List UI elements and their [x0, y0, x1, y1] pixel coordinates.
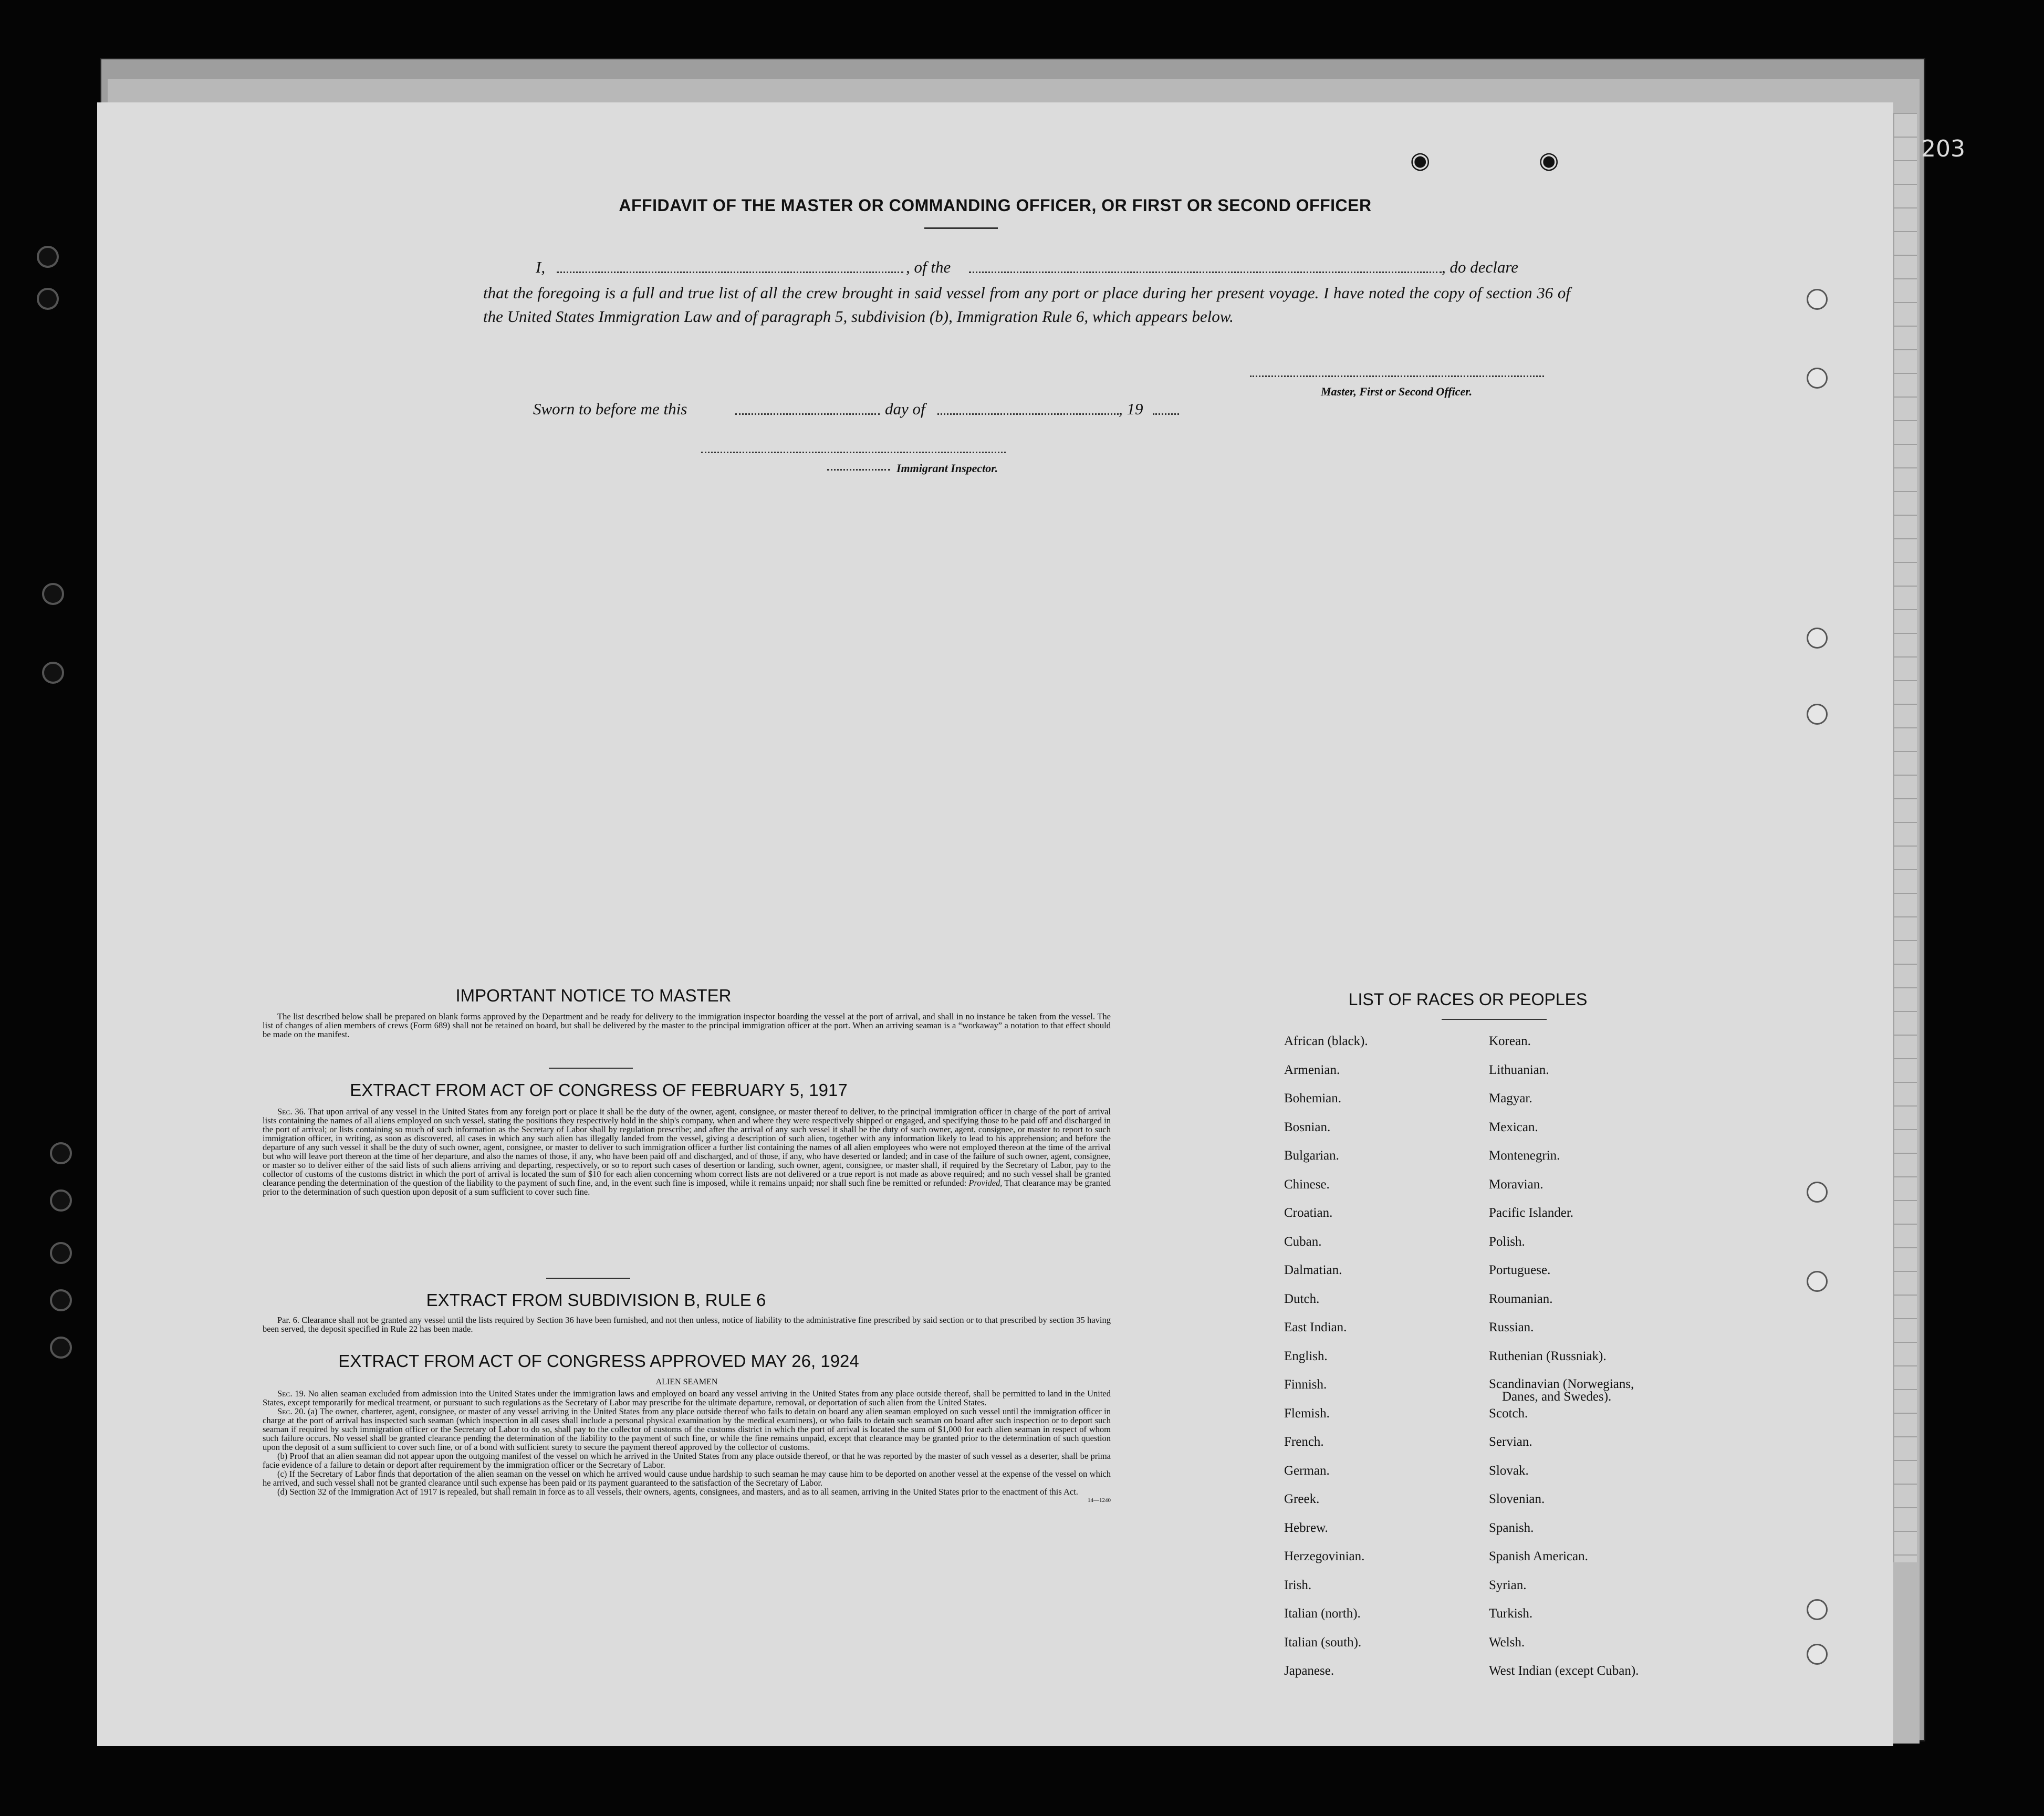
affidavit-line1-end: , do declare [1442, 258, 1519, 276]
race-item: Roumanian. [1489, 1291, 1553, 1306]
race-item: Scotch. [1489, 1406, 1528, 1421]
races-left-column [1284, 1035, 1484, 1693]
race-item: Welsh. [1489, 1635, 1525, 1650]
race-item: Slovak. [1489, 1463, 1529, 1478]
races-right-column [1489, 1035, 1751, 1693]
race-item-scandinavian [1489, 1378, 1751, 1407]
section-19-paragraph [263, 1389, 1111, 1407]
binder-hole [50, 1189, 72, 1212]
extract-1917-title: EXTRACT FROM ACT OF CONGRESS OF FEBRUARY 5, 1917 [350, 1080, 848, 1100]
affidavit-line1-mid: , of the [906, 258, 951, 276]
ring-hole [1807, 1644, 1828, 1665]
race-item: Turkish. [1489, 1606, 1533, 1621]
section-rule [546, 1278, 630, 1279]
extract-1917-paragraph [263, 1107, 1111, 1196]
race-item: Slovenian. [1489, 1492, 1545, 1506]
race-item: Irish. [1284, 1578, 1312, 1592]
race-item: Italian (north). [1284, 1606, 1361, 1621]
extract-1924-body [263, 1389, 1111, 1505]
inspector-caption: Immigrant Inspector. [896, 462, 998, 475]
section-20-label: Sec. 20. [277, 1406, 306, 1416]
race-item: Finnish. [1284, 1377, 1327, 1392]
race-item: Syrian. [1489, 1578, 1527, 1592]
race-item: Hebrew. [1284, 1520, 1328, 1535]
proviso-word: Provided, [968, 1178, 1003, 1188]
race-item: Dutch. [1284, 1291, 1320, 1306]
notice-body [263, 1012, 1111, 1039]
sworn-day-blank[interactable] [735, 413, 880, 415]
paragraph-b: (b) Proof that an alien seaman did not appear upon the outgoing manifest of the vessel on which he arrived in the United States from any place outside thereof, or that he was reported by the master of such vessel as a deserter, shall be prima facie evidence of a failure to detain or deport after requirement by the immigration officer or the Secretary of Labor. [263, 1451, 1111, 1470]
sworn-year-blank[interactable] [1153, 413, 1179, 415]
race-item: Chinese. [1284, 1177, 1330, 1192]
race-item: Montenegrin. [1489, 1149, 1560, 1163]
race-item: Spanish. [1489, 1520, 1534, 1535]
race-item: Moravian. [1489, 1177, 1544, 1192]
subdivision-b-body [263, 1316, 1111, 1333]
page-number: 203 [1921, 135, 1965, 162]
race-item: Greek. [1284, 1492, 1320, 1506]
section-label: Sec. 36. [277, 1107, 306, 1116]
form-number: 14—1240 [1088, 1497, 1111, 1504]
race-item: Magyar. [1489, 1091, 1532, 1105]
signature-blank[interactable] [1250, 375, 1544, 377]
sworn-year-label: , 19 [1119, 400, 1143, 418]
alien-seamen-subtitle [263, 1377, 1111, 1386]
race-item: Bohemian. [1284, 1091, 1342, 1105]
affidavit-body: that the foregoing is a full and true list of all the crew brought in said vessel from any port or place during her present voyage. I have noted the copy of section 36 of the United States Immigration Law and of paragraph 5, subdivision (b), Immigration Rule 6, which appears below. [483, 284, 1570, 326]
race-item: Pacific Islander. [1489, 1206, 1574, 1220]
binder-hole [50, 1337, 72, 1359]
punch-mark: ◉ [1410, 147, 1431, 174]
extract-1917-body [263, 1107, 1111, 1196]
race-item: Polish. [1489, 1234, 1525, 1249]
race-item: Servian. [1489, 1435, 1532, 1449]
section-20-paragraph [263, 1407, 1111, 1452]
section-20-text: (a) The owner, charterer, agent, consignee, or master of any vessel arriving in the United States from any place outside thereof who fails to detain on board any alien seaman employed on such vessel until the immigration officer in charge at the port of arrival has inspected such seaman (which inspection in all cases shall include a personal physical examination by the medical examiners), or who fails to detain such seaman on board after such inspection or to deport such seaman if required by such immigration officer or the Secretary of Labor to do so, shall pay to the collector of customs of the customs district in which the port of arrival is located the sum of $1,000 for each alien seaman in respect of whom such failure occurs. No vessel shall be granted clearance pending the determination of the liability to the payment of such fine, or while the fine remains unpaid, except that clearance may be granted prior to the determination of such question upon the deposit of a sum sufficient to cover such fine, or of a bond with sufficient surety to secure the payment thereof approved by the collector of customs. [263, 1406, 1111, 1452]
binder-hole [50, 1142, 72, 1164]
race-item: Mexican. [1489, 1120, 1538, 1134]
race-item: Korean. [1489, 1034, 1531, 1048]
form-page [97, 102, 1893, 1746]
section-rule [549, 1068, 633, 1069]
race-item: Ruthenian (Russniak). [1489, 1349, 1607, 1363]
ring-hole [1807, 1271, 1828, 1292]
race-item: Russian. [1489, 1320, 1534, 1334]
ring-hole [1807, 704, 1828, 725]
binder-hole [42, 662, 64, 684]
vessel-blank[interactable] [969, 272, 1442, 273]
punch-mark: ◉ [1539, 147, 1559, 174]
inspector-blank-short [827, 469, 890, 471]
race-item: Japanese. [1284, 1664, 1334, 1678]
subdivision-b-title: EXTRACT FROM SUBDIVISION B, RULE 6 [426, 1290, 766, 1310]
race-item: Dalmatian. [1284, 1263, 1342, 1277]
binder-hole [50, 1289, 72, 1311]
race-item: Spanish American. [1489, 1549, 1588, 1563]
sworn-month-blank[interactable] [937, 413, 1119, 415]
race-item: French. [1284, 1435, 1324, 1449]
race-item: English. [1284, 1349, 1328, 1363]
ring-hole [1807, 368, 1828, 389]
name-blank[interactable] [557, 272, 903, 273]
title-rule [924, 227, 998, 229]
paragraph-d-text: (d) Section 32 of the Immigration Act of 1917 is repealed, but shall remain in force as to all vessels, their owners, agents, consignees, and masters, and as to all seamen, arriving in the United States prior to the enactment of this Act. [277, 1487, 1078, 1497]
alien-seamen-heading: ALIEN SEAMEN [655, 1377, 718, 1386]
extract-1924-title: EXTRACT FROM ACT OF CONGRESS APPROVED MAY 26, 1924 [338, 1351, 859, 1371]
ring-hole [1807, 289, 1828, 310]
race-item: Cuban. [1284, 1234, 1322, 1249]
inspector-blank[interactable] [701, 452, 1006, 453]
affidavit-line1-prefix: I, [536, 258, 546, 276]
ring-hole [1807, 1182, 1828, 1203]
subdivision-b-paragraph: Par. 6. Clearance shall not be granted any vessel until the lists required by Section 36 have been furnished, and not then unless, notice of liability to the administrative fine prescribed by said section or to that prescribed by section 35 having been served, the deposit specified in Rule 22 has been made. [263, 1315, 1111, 1334]
race-item: Bulgarian. [1284, 1149, 1339, 1163]
binder-hole [50, 1242, 72, 1264]
signature-caption: Master, First or Second Officer. [1321, 385, 1473, 398]
race-item-line1: Scandinavian (Norwegians, [1489, 1377, 1634, 1391]
race-item-line2: Danes, and Swedes). [1502, 1390, 1612, 1404]
race-item: German. [1284, 1463, 1330, 1478]
race-item: Lithuanian. [1489, 1062, 1549, 1077]
proviso-text: That clearance may be granted prior to the determination of such question upon deposit of a sum sufficient to cover such fine. [263, 1178, 1111, 1197]
race-item: Flemish. [1284, 1406, 1330, 1421]
races-title: LIST OF RACES OR PEOPLES [1348, 990, 1588, 1009]
binder-hole [37, 288, 59, 310]
race-item: Armenian. [1284, 1062, 1340, 1077]
ring-hole [1807, 628, 1828, 649]
section-19-label: Sec. 19. [277, 1389, 306, 1398]
race-item: West Indian (except Cuban). [1489, 1664, 1639, 1678]
race-item: Bosnian. [1284, 1120, 1331, 1134]
race-item: Portuguese. [1489, 1263, 1551, 1277]
binder-hole [42, 583, 64, 605]
affidavit-title: AFFIDAVIT OF THE MASTER OR COMMANDING OFFICER, OR FIRST OR SECOND OFFICER [619, 196, 1372, 215]
race-item: East Indian. [1284, 1320, 1347, 1334]
paragraph-d [263, 1487, 1111, 1504]
sworn-day-label: day of [885, 400, 925, 418]
section-36-text: That upon arrival of any vessel in the United States from any foreign port or place it shall be the duty of the owner, agent, consignee, or master thereof to deliver, to the principal immigration officer in charge of the port of arrival lists containing the names of all aliens employed on such vessel, stating the positions they respectively hold in the ship's company, when and where they were respectively shipped or engaged, and specifying those to be paid off and discharged in the port of arrival; or lists containing so much of such information as the Secretary of Labor shall by regulation prescribe; and after the arrival of any such vessel it shall be the duty of such owner, agent, consignee, or master to report to such immigration officer, in writing, as soon as discovered, all cases in which any such alien has illegally landed from the vessel, giving a description of such alien, together with any information likely to lead to his apprehension; and before the departure of any such vessel it shall be the duty of such owner, agent, consignee, or master to deliver to such immigration officer a further list containing the names of all alien employees who were not employed thereon at the time of the arrival but who will leave port thereon at the time of her departure, and also the names of those, if any, who have been paid off and discharged, and of those, if any, who have deserted or landed; and in case of the failure of such owner, agent, consignee, or master so to deliver either of the said lists of such aliens arriving and departing, respectively, or so to report such cases of desertion or landing, such owner, agent, consignee, or master shall, if required by the Secretary of Labor, pay to the collector of customs of the customs district in which the port of arrival is located the sum of $10 for each alien concerning whom correct lists are not delivered or a true report is not made as above required; and no such vessel shall be granted clearance pending the determination of the question of the liability to the payment of such fine, and, in the event such fine is imposed, while it remains unpaid; nor shall such fine be remitted or refunded: [263, 1107, 1111, 1188]
sworn-prefix: Sworn to before me this [533, 400, 687, 418]
race-item: Italian (south). [1284, 1635, 1362, 1650]
race-item: Croatian. [1284, 1206, 1333, 1220]
paragraph-c: (c) If the Secretary of Labor finds that deportation of the alien seaman on the vessel on which he arrived would cause undue hardship to such seaman he may cause him to be deported on another vessel at the expense of the vessel on which he arrived, and such vessel shall not be granted clearance until such expense has been paid or its payment guaranteed to the satisfaction of the Secretary of Labor. [263, 1469, 1111, 1488]
races-rule [1442, 1019, 1547, 1020]
notice-paragraph: The list described below shall be prepared on blank forms approved by the Department and be ready for delivery to the immigration inspector boarding the vessel at the port of arrival, and shall in no instance be taken from the vessel. The list of changes of alien members of crews (Form 689) shall not be retained on board, but shall be delivered by the master to the principal immigration officer at the port. When an arriving seaman is a “workaway” a notation to that effect should be made on the manifest. [263, 1011, 1111, 1039]
ring-hole [1807, 1599, 1828, 1620]
section-19-text: No alien seaman excluded from admission into the United States under the immigration laws and employed on board any vessel arriving in the United States from any place outside thereof, shall be permitted to land in the United States, except temporarily for medical treatment, or pursuant to such regulations as the Secretary of Labor may prescribe for the ultimate departure, removal, or deportation of such alien from the United States. [263, 1389, 1111, 1407]
race-item: Herzegovinian. [1284, 1549, 1365, 1563]
binder-hole [37, 246, 59, 268]
notice-title: IMPORTANT NOTICE TO MASTER [455, 986, 732, 1005]
race-item: African (black). [1284, 1034, 1368, 1048]
